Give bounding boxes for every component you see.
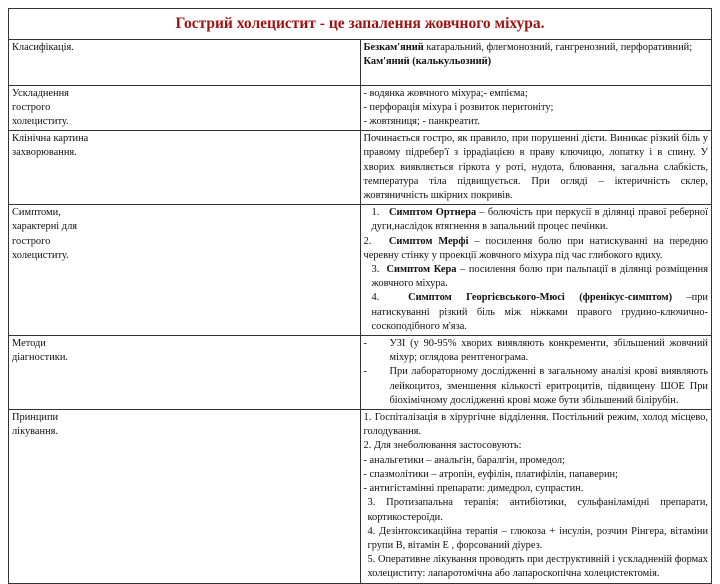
diagnostics-text: При лабораторному дослідженні в загальному аналізі крові виявляють лейкоцитоз, зменшення кількості еритроцитів, підвищену ШОЕ При біохімічному дослідженні крові може бути збільшений білірубін. <box>389 366 708 406</box>
complications-row <box>9 85 712 131</box>
label-line: Симптоми, <box>12 207 61 219</box>
symptom-georgievsky-mussy <box>364 291 709 334</box>
symptom-number: 4. <box>371 292 380 304</box>
diagnostics-text: УЗІ (у 90-95% хворих виявляють конкременти, збільшений жовчний міхур; оглядова рентгенограма. <box>389 338 708 364</box>
document-sheet <box>8 8 712 584</box>
bullet: - <box>363 366 367 378</box>
treatment-line: - спазмолітики – атропін, еуфілін, платифілін, папаверин; <box>363 468 618 480</box>
list-item: - перфорація міхура і розвиток перитоніту; <box>363 101 554 113</box>
label-line: холециститу. <box>12 249 69 261</box>
symptom-ortner <box>364 206 709 234</box>
symptom-number: 2. <box>363 235 372 247</box>
symptoms-content <box>360 205 712 336</box>
diagnostics-content <box>360 336 712 410</box>
label-line: гострого <box>12 101 51 113</box>
clinic-label <box>9 131 361 205</box>
symptom-name: Симптом Кера <box>386 264 457 276</box>
treatment-line: 1. Госпіталізація в хірургічне відділення. Постільний режим, холод місцево, голодування. <box>363 412 708 438</box>
treatment-line: - антигістамінні препарати: димедрол, супрастин. <box>363 483 584 495</box>
symptom-kehr <box>364 263 709 291</box>
treatment-line: 3. Протизапальна терапія: антибіотики, сульфаніламідні препарати, кортикостероїди. <box>367 497 708 523</box>
label-line: Принципи <box>12 412 59 424</box>
symptoms-label <box>9 205 361 336</box>
diagnostics-item-2 <box>364 365 709 408</box>
label-line: Клінічна картина <box>12 133 89 145</box>
diagnostics-label <box>9 336 361 410</box>
symptom-number: 3. <box>371 264 380 276</box>
treatment-line: - анальгетики – анальгін, баралгін, промедол; <box>363 454 566 466</box>
treatment-line: 2. Для знеболювання застосовують: <box>363 440 522 452</box>
label-line: характерні для <box>12 221 78 233</box>
label-line: Ускладнення <box>12 87 69 99</box>
classification-label <box>9 40 361 86</box>
symptom-name: Симптом Ортнера <box>388 207 477 219</box>
symptom-text: – болючість при перкусії в ділянці правої реберної дуги,наслідок втягнення в запальний процес печінки. <box>371 207 708 233</box>
label-text: Класифікація. <box>12 42 74 53</box>
treatment-line: 5. Оперативне лікування проводять при деструктивній і ускладненій формах холециститу: лапаротомічна або лапароскопічна холецистектомія. <box>367 554 708 580</box>
bullet: - <box>363 338 367 350</box>
clinic-row <box>9 131 712 205</box>
label-line: гострого <box>12 235 51 247</box>
symptom-name: Симптом Мерфі <box>388 235 469 247</box>
classification-types: катаральний, флегмонозний, гангренозний, перфоративний; <box>423 42 693 53</box>
treatment-label <box>9 410 361 583</box>
treatment-line: 4. Дезінтоксикаційна терапія – глюкоза + інсулін, розчин Рінгера, вітаміни групи В, вітамін Е , форсований діурез. <box>367 525 708 551</box>
symptom-text: – посилення болю при пальпації в ділянці розміщення жовчного міхура. <box>371 264 708 290</box>
symptom-name: Симптом Георгієвського-Мюсі (френікус-симптом) <box>408 292 673 304</box>
classification-term: Безкам'яний <box>363 42 424 53</box>
label-line: холециститу. <box>12 116 69 128</box>
diagnostics-item-1 <box>364 337 709 365</box>
label-line: захворювання. <box>12 147 77 159</box>
classification-row <box>9 40 712 86</box>
title-text: Гострий холецистит - це запалення жовчного міхура. <box>175 15 545 32</box>
page-title <box>9 9 712 40</box>
classification-content <box>360 40 712 86</box>
title-row <box>9 9 712 40</box>
complications-content <box>360 85 712 131</box>
list-item: - водянка жовчного міхура;- емпієма; <box>363 87 528 99</box>
label-line: Методи <box>12 338 46 350</box>
symptoms-row <box>9 205 712 336</box>
treatment-content <box>360 410 712 583</box>
label-line: діагностики. <box>12 352 68 364</box>
classification-line-1 <box>364 41 709 55</box>
clinic-text: Починається гостро, як правило, при порушенні дієти. Виникає різкий біль у правому підребер'ї з іррадіацією в праву ключицю, лопатку і в спину. У хворих виявляється гіркота у роті, нудота, блювання, загальна слабкість, температура тіла підвищується. При огляді – іктеричність склер, жовтяничність шкірних покривів. <box>363 133 708 202</box>
treatment-row <box>9 410 712 583</box>
symptom-murphy <box>364 235 709 263</box>
list-item: - жовтяниця; - панкреатит. <box>363 116 481 128</box>
label-line: лікування. <box>12 426 59 438</box>
symptom-text: –при натискуванні різкий біль між ніжками правого грудино-ключично-соскоподібного м'яза. <box>371 292 708 332</box>
classification-line-2 <box>364 55 709 69</box>
info-table <box>8 8 712 584</box>
complications-label <box>9 85 361 131</box>
symptom-text: – посилення болю при натискуванні на передню черевну стінку у проекції жовчного міхура під час глибокого вдиху. <box>363 235 708 261</box>
clinic-content <box>360 131 712 205</box>
spacer <box>364 69 709 83</box>
classification-term-2: Кам'яний (калькульозний) <box>363 56 492 68</box>
diagnostics-row <box>9 336 712 410</box>
symptom-number: 1. <box>371 207 380 219</box>
